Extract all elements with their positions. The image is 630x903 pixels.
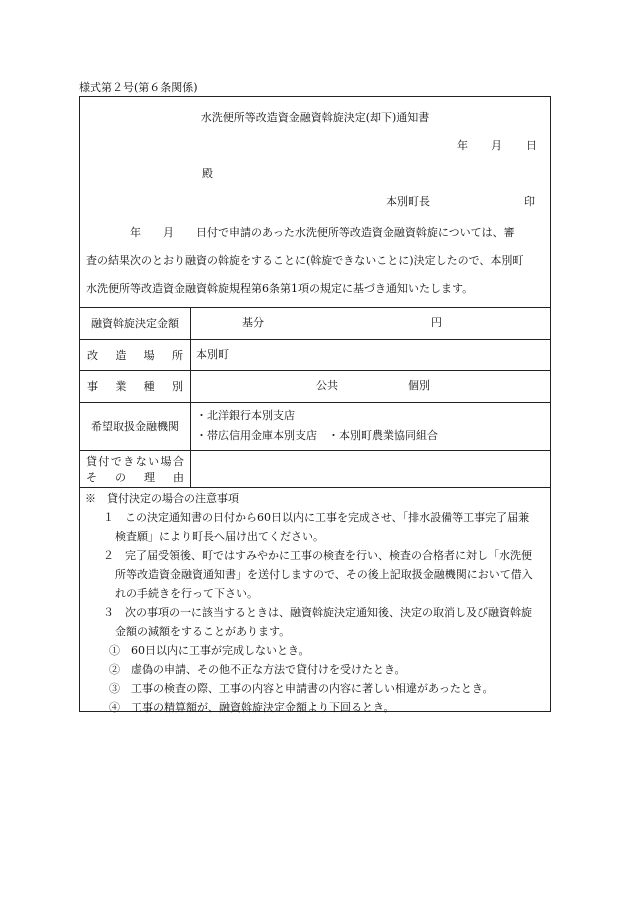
date-year: 年: [457, 139, 468, 152]
note-line: 金額の減額をすることがあります。: [115, 625, 291, 638]
issuer-name: 本別町長: [386, 195, 430, 208]
body-line-2: 査の結果次のとおり融資の斡旋をすることに(斡旋できないことに)決定したので、本別町: [86, 254, 524, 267]
note-item: ② 虚偽の申請、その他不正な方法で貸付けを受けたとき。: [109, 663, 406, 676]
divider: [80, 450, 550, 451]
note-item: ④ 工事の精算額が、融資斡旋決定金額より下回るとき。: [109, 701, 395, 714]
label-char: 合: [172, 455, 184, 468]
note-item: ① 60日以内に工事が完成しないとき。: [109, 644, 310, 657]
note-line: ３ 次の事項の一に該当するときは、融資斡旋決定通知後、決定の取消し及び融資斡旋: [103, 606, 532, 619]
bank-label-cell: [80, 402, 190, 450]
location-value: 本別町: [196, 348, 229, 361]
label-char: 別: [171, 380, 183, 393]
label-char: そ: [86, 471, 97, 484]
label-char: 由: [173, 471, 184, 484]
bank-label: 希望取扱金融機関: [91, 420, 179, 433]
note-line: れの手続きを行って下さい。: [115, 587, 258, 600]
amount-label: 融資斡旋決定金額: [91, 317, 179, 330]
amount-label-cell: [80, 307, 190, 339]
label-char: 業: [115, 380, 127, 393]
label-char: 付: [98, 455, 110, 468]
body-line-3: 水洗便所等改造資金融資斡旋規程第6条第1項の規定に基づき通知いたします。: [86, 282, 474, 295]
label-column-divider: [190, 307, 191, 487]
form-number: 様式第２号(第６条関係): [79, 81, 198, 94]
label-char: 所: [171, 348, 183, 362]
bank-list-line-1: ・北洋銀行本別支店: [196, 409, 295, 422]
type-public-option: 公共: [316, 379, 338, 392]
label-char: 造: [115, 348, 127, 362]
date-day: 日: [526, 139, 537, 152]
location-label: [87, 347, 183, 363]
document-title: 水洗便所等改造資金融資斡旋決定(却下)通知書: [200, 111, 430, 124]
type-label: [87, 378, 183, 394]
label-char: 改: [87, 348, 98, 362]
label-char: で: [110, 455, 122, 468]
reject-label-line-1: [86, 453, 184, 469]
label-char: の: [115, 471, 126, 484]
addressee-suffix: 殿: [202, 167, 213, 180]
label-char: き: [123, 455, 135, 468]
type-individual-option: 個別: [408, 379, 430, 392]
body-line-1: 年 月 日付で申請のあった水洗便所等改造資金融資斡旋については、審: [86, 226, 515, 239]
notification-form: [79, 96, 551, 712]
label-char: な: [135, 455, 147, 468]
note-line: 検査願」により町長へ届け出てください。: [115, 530, 324, 543]
note-line: 所等改造資金融資通知書」を送付しますので、その後上記取扱金融機関において借入: [115, 568, 533, 581]
notes-heading: ※ 貸付決定の場合の注意事項: [85, 492, 239, 505]
note-item: ③ 工事の検査の際、工事の内容と申請書の内容に著しい相違があったとき。: [109, 682, 494, 695]
label-char: 場: [143, 348, 155, 362]
amount-unit: 円: [431, 316, 442, 329]
divider: [80, 487, 550, 488]
label-char: 理: [144, 471, 155, 484]
note-line: １ この決定通知書の日付から60日以内に工事を完成させ、「排水設備等工事完了届兼: [103, 511, 530, 524]
label-char: 貸: [86, 455, 97, 468]
note-line: ２ 完了届受領後、町ではすみやかに工事の検査を行い、検査の合格者に対し「水洗便: [103, 549, 532, 562]
label-char: 場: [160, 455, 172, 468]
bank-list-line-2: ・帯広信用金庫本別支店 ・本別町農業協同組合: [196, 429, 438, 442]
seal-mark: 印: [524, 195, 535, 208]
reject-label-line-2: [86, 469, 184, 485]
label-char: 事: [87, 380, 98, 393]
label-char: い: [148, 455, 160, 468]
amount-base: 基分: [242, 316, 264, 329]
label-char: 種: [143, 380, 155, 393]
type-label-cell: [80, 370, 190, 402]
date-month: 月: [491, 139, 502, 152]
location-label-cell: [80, 339, 190, 370]
reject-reason-label: [86, 453, 184, 485]
